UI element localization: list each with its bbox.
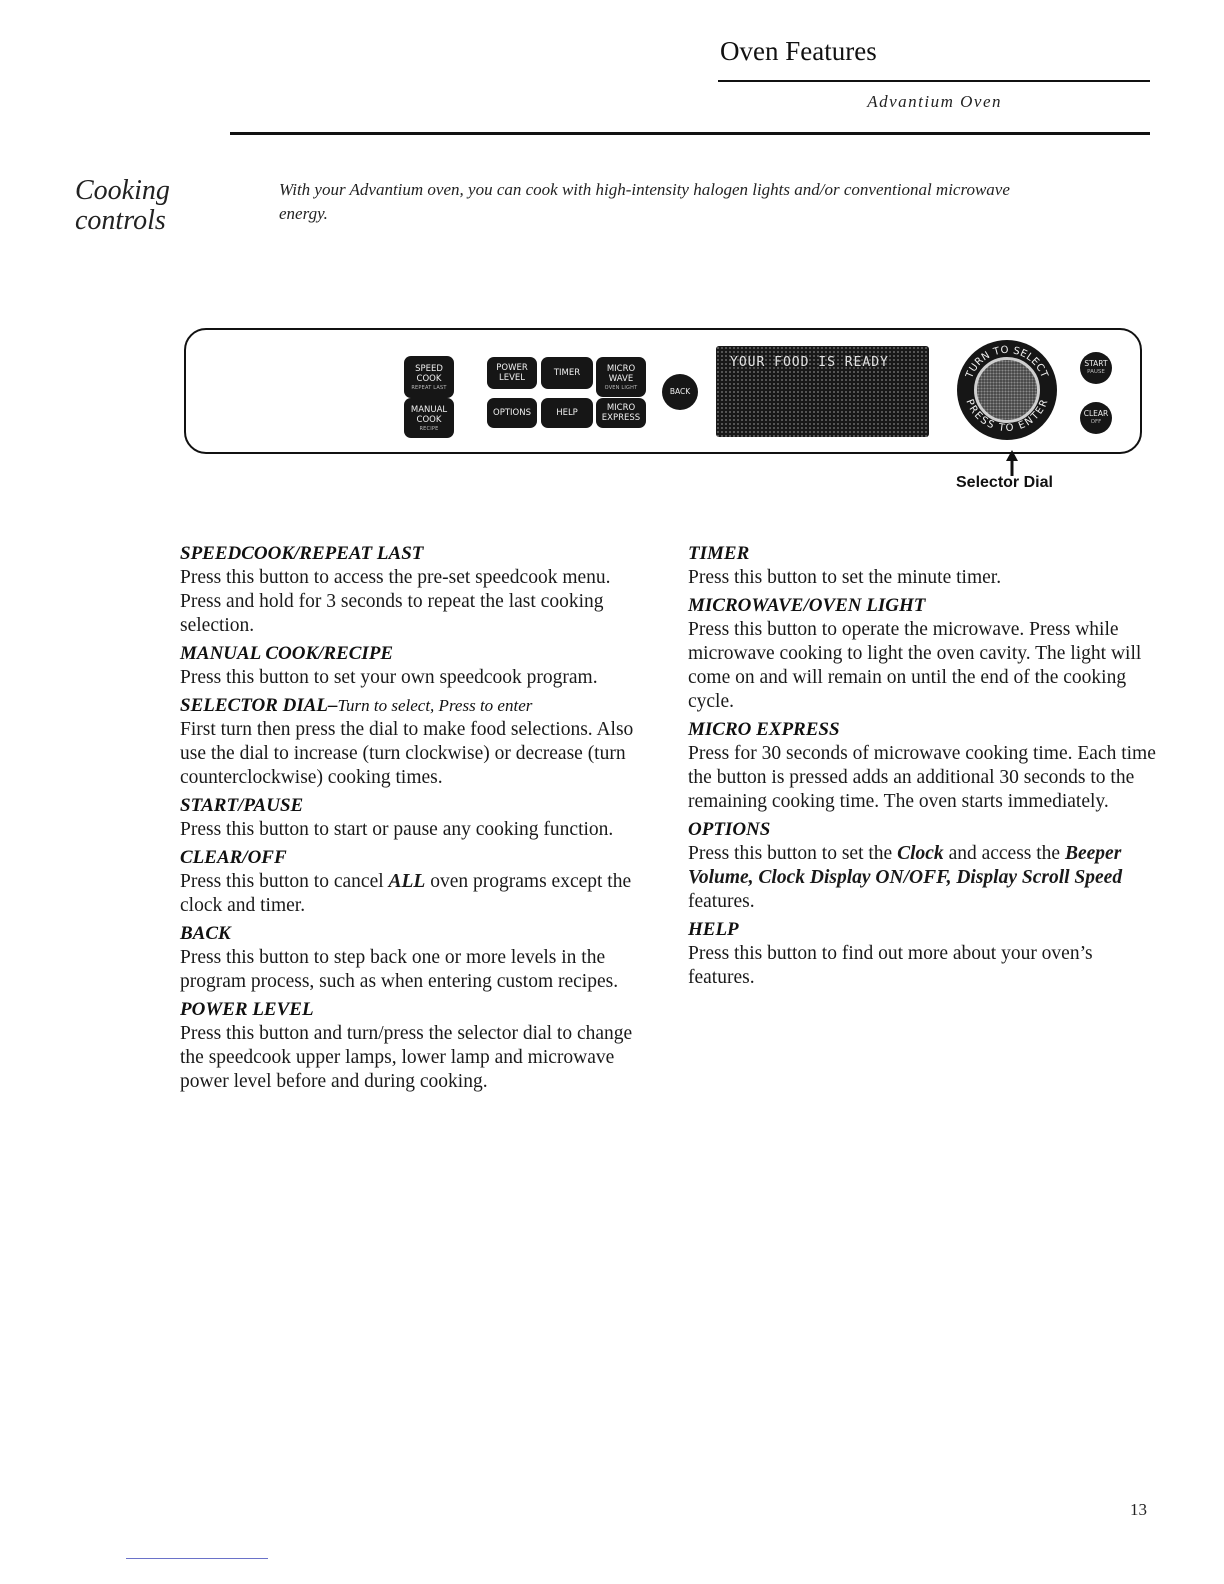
feature-text-emphasis: ALL [388,871,426,892]
feature-title-hint: Turn to select, Press to enter [337,696,533,715]
start-button-label: START [1084,359,1108,368]
feature-micro-express [688,718,1158,814]
back-button [662,374,698,410]
left-column [180,542,640,1098]
header-subtitle: Advantium Oven [867,92,1002,111]
section-heading-line1: Cooking [75,175,170,206]
feature-text-part: features. [688,891,755,912]
selector-dial-pointer-arrow [1004,450,1020,476]
feature-microwave-oven-light [688,594,1158,714]
feature-description: Press for 30 seconds of microwave cooking time. Each time the button is pressed adds an additional 30 seconds to the remaining cooking time. The oven starts immediately. [688,743,1156,812]
feature-text-emphasis: Clock [897,843,944,864]
selector-dial-labels [952,335,1062,445]
manual-cook-button-sublabel: RECIPE [419,425,439,432]
help-button [541,398,593,428]
speedcook-button-sublabel: REPEAT LAST [411,384,447,391]
clear-off-button [1080,402,1112,434]
page-header-title: Oven Features [720,36,877,66]
help-button-label: HELP [556,408,578,418]
micro-express-button-label: MICRO EXPRESS [601,403,641,423]
svg-text:PRESS TO ENTER [963,398,1050,434]
feature-title: MANUAL COOK/RECIPE [180,643,394,664]
feature-description: Press this button to set your own speedcook program. [180,667,598,688]
feature-title: BACK [180,923,231,944]
feature-title-main: SELECTOR DIAL– [180,695,338,716]
feature-description: First turn then press the dial to make food selections. Also use the dial to increase (turn clockwise) or decrease (turn counterclockwise) cooking times. [180,719,634,788]
feature-description: Press this button to operate the microwave. Press while microwave cooking to light the oven cavity. The light will come on and will remain on until the end of the cooking cycle. [688,619,1142,712]
back-button-label: BACK [669,387,691,396]
feature-power-level [180,998,640,1094]
feature-selector-dial [180,694,640,790]
feature-clear-off [180,846,640,918]
feature-text-part: Press this button to cancel [180,871,389,892]
section-rule [230,132,1150,135]
micro-wave-button-label: MICRO WAVE [606,363,636,384]
feature-title: OPTIONS [688,819,771,840]
dial-press-to-enter-label: PRESS TO ENTER [963,397,1051,435]
manual-cook-button-label: MANUAL COOK [410,404,448,425]
feature-start-pause [180,794,640,842]
micro-wave-button [596,357,646,397]
section-heading [75,176,170,236]
feature-description [688,842,1158,914]
feature-help [688,918,1158,990]
section-heading-line2: controls [75,205,166,236]
speedcook-button [404,356,454,398]
svg-text:TURN TO SELECT [964,345,1050,381]
feature-text-emphasis: Beeper Volume, Clock Display ON/OFF, Display Scroll Speed [688,843,1123,888]
selector-dial-caption: Selector Dial [956,474,1053,491]
feature-description: Press this button to step back one or more levels in the program process, such as when entering custom recipes. [180,947,619,992]
right-column [688,542,1158,994]
feature-title [180,694,640,718]
feature-title: CLEAR/OFF [180,847,287,868]
feature-title: MICRO EXPRESS [688,719,840,740]
feature-text-part: oven programs except the clock and timer. [180,871,632,916]
clear-button-label: CLEAR [1083,409,1109,418]
feature-title: SPEEDCOOK/REPEAT LAST [180,543,424,564]
feature-back [180,922,640,994]
power-level-button-label: POWER LEVEL [496,363,528,383]
feature-manual-cook [180,642,640,690]
display-screen [716,346,929,437]
dial-turn-to-select-label: TURN TO SELECT [964,344,1050,380]
section-intro: With your Advantium oven, you can cook with high-intensity halogen lights and/or conventional microwave energy. [279,180,1010,223]
timer-button [541,357,593,389]
feature-description: Press this button to start or pause any cooking function. [180,819,614,840]
feature-title: HELP [688,919,739,940]
clear-button-sublabel: OFF [1090,419,1102,425]
feature-options [688,818,1158,914]
feature-title: START/PAUSE [180,795,304,816]
feature-text-part: and access the [943,843,1065,864]
feature-description [180,870,640,918]
feature-timer [688,542,1158,590]
feature-speedcook [180,542,640,638]
micro-wave-button-sublabel: OVEN LIGHT [604,384,638,391]
options-button [487,398,537,428]
display-text: YOUR FOOD IS READY [730,355,889,370]
feature-description: Press this button and turn/press the selector dial to change the speedcook upper lamps, lower lamp and microwave power level before and during cooking. [180,1023,633,1092]
start-pause-button [1080,352,1112,384]
feature-description: Press this button to set the minute timer. [688,567,1002,588]
power-level-button [487,357,537,389]
options-button-label: OPTIONS [493,408,531,418]
feature-description: Press this button to find out more about your oven’s features. [688,943,1093,988]
timer-button-label: TIMER [553,368,581,378]
feature-title: TIMER [688,543,750,564]
page-number: 13 [1130,1500,1147,1519]
header-rule [718,80,1150,82]
feature-title: POWER LEVEL [180,999,314,1020]
speedcook-button-label: SPEED COOK [415,363,443,384]
manual-cook-button [404,398,454,438]
feature-title: MICROWAVE/OVEN LIGHT [688,595,926,616]
micro-express-button [596,398,646,428]
feature-text-part: Press this button to set the [688,843,898,864]
feature-description: Press this button to access the pre-set speedcook menu. Press and hold for 3 seconds to repeat the last cooking selection. [180,567,611,636]
start-button-sublabel: PAUSE [1087,369,1105,375]
footer-rule [126,1558,268,1559]
